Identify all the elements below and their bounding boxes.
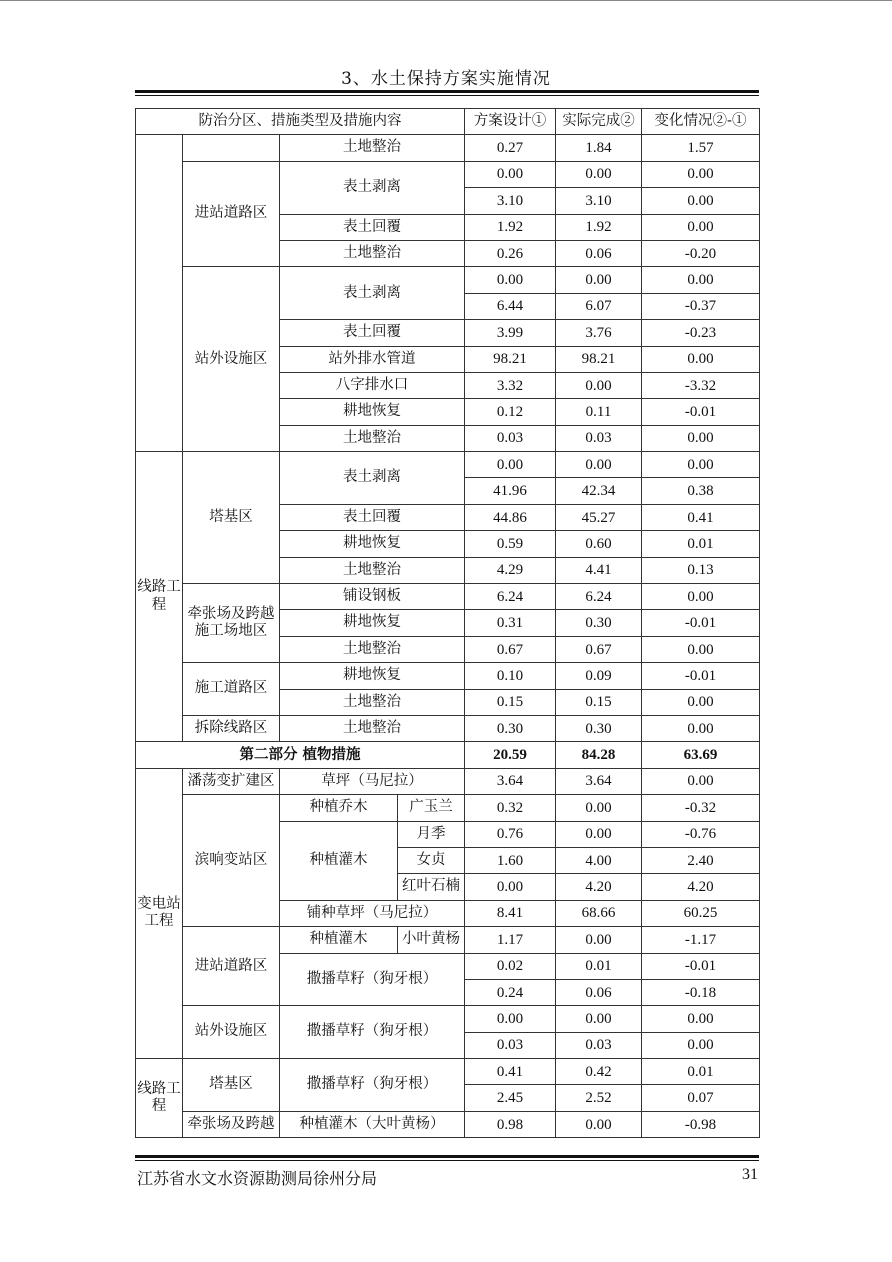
value-actual: 0.06 — [556, 979, 642, 1005]
section-total-change: 63.69 — [642, 742, 760, 768]
value-actual: 6.24 — [556, 584, 642, 610]
value-design: 3.32 — [465, 372, 556, 398]
value-change: -0.01 — [642, 610, 760, 636]
value-design: 1.17 — [465, 927, 556, 953]
region-cell: 线路工程 — [136, 1059, 183, 1138]
value-actual: 3.76 — [556, 320, 642, 346]
table-row — [136, 927, 760, 953]
value-actual: 4.00 — [556, 847, 642, 873]
section-total-design: 20.59 — [465, 742, 556, 768]
value-change: 0.38 — [642, 478, 760, 504]
region-cell: 线路工程 — [136, 452, 183, 742]
measure-cell: 站外排水管道 — [280, 346, 465, 372]
value-design: 0.27 — [465, 135, 556, 161]
section-row — [136, 742, 760, 768]
measure-cell: 撒播草籽（狗牙根） — [280, 1059, 465, 1112]
footer-rule-thin — [135, 1160, 759, 1161]
column-header-design: 方案设计① — [465, 109, 556, 135]
table-row — [136, 715, 760, 741]
table-row — [136, 161, 760, 187]
measure-cell: 表土剥离 — [280, 161, 465, 214]
value-design: 3.64 — [465, 768, 556, 794]
value-actual: 0.00 — [556, 927, 642, 953]
zone-cell: 进站道路区 — [183, 927, 280, 1006]
zone-cell: 牵张场及跨越施工场地区 — [183, 584, 280, 663]
value-change: 0.00 — [642, 161, 760, 187]
measure-cell: 耕地恢复 — [280, 610, 465, 636]
measure-cell: 耕地恢复 — [280, 531, 465, 557]
value-actual: 0.15 — [556, 689, 642, 715]
measure-cell: 表土回覆 — [280, 214, 465, 240]
value-change: -0.32 — [642, 795, 760, 821]
value-change: -0.76 — [642, 821, 760, 847]
species-cell: 小叶黄杨 — [398, 927, 465, 953]
value-actual: 4.20 — [556, 874, 642, 900]
value-change: 60.25 — [642, 900, 760, 926]
value-change: 0.41 — [642, 504, 760, 530]
value-change: 0.13 — [642, 557, 760, 583]
column-header-content: 防治分区、措施类型及措施内容 — [136, 109, 465, 135]
measure-cell: 撒播草籽（狗牙根） — [280, 953, 465, 1006]
value-change: 0.01 — [642, 1059, 760, 1085]
measure-cell: 八字排水口 — [280, 372, 465, 398]
table-row — [136, 135, 760, 161]
value-design: 0.12 — [465, 399, 556, 425]
value-actual: 0.00 — [556, 1111, 642, 1137]
table-row — [136, 768, 760, 794]
value-actual: 0.06 — [556, 240, 642, 266]
table-row — [136, 1059, 760, 1085]
value-design: 0.00 — [465, 452, 556, 478]
value-design: 0.31 — [465, 610, 556, 636]
value-change: 0.00 — [642, 346, 760, 372]
section-title: 第二部分 植物措施 — [136, 742, 465, 768]
measure-cell: 种植乔木 — [280, 795, 398, 821]
measure-cell: 种植灌木 — [280, 927, 398, 953]
section-total-actual: 84.28 — [556, 742, 642, 768]
value-design: 0.26 — [465, 240, 556, 266]
value-design: 0.59 — [465, 531, 556, 557]
value-design: 0.03 — [465, 425, 556, 451]
value-actual: 0.30 — [556, 715, 642, 741]
table-row — [136, 1111, 760, 1137]
value-design: 44.86 — [465, 504, 556, 530]
zone-cell: 站外设施区 — [183, 267, 280, 452]
zone-cell: 滨响变站区 — [183, 795, 280, 927]
zone-cell: 进站道路区 — [183, 161, 280, 267]
value-design: 0.67 — [465, 636, 556, 662]
value-design: 1.92 — [465, 214, 556, 240]
measure-cell: 土地整治 — [280, 240, 465, 266]
value-change: 0.00 — [642, 425, 760, 451]
species-cell: 月季 — [398, 821, 465, 847]
region-cell-blank — [136, 135, 183, 452]
value-change: -0.01 — [642, 663, 760, 689]
value-change: 0.07 — [642, 1085, 760, 1111]
value-change: 0.00 — [642, 689, 760, 715]
measure-cell: 土地整治 — [280, 689, 465, 715]
value-actual: 4.41 — [556, 557, 642, 583]
header-rule-thick — [135, 90, 759, 93]
page-top-border — [0, 0, 892, 1]
column-header-change: 变化情况②-① — [642, 109, 760, 135]
value-actual: 42.34 — [556, 478, 642, 504]
table-row — [136, 584, 760, 610]
value-actual: 0.09 — [556, 663, 642, 689]
value-design: 0.41 — [465, 1059, 556, 1085]
footer-organization: 江苏省水文水资源勘测局徐州分局 — [137, 1169, 378, 1188]
value-design: 2.45 — [465, 1085, 556, 1111]
value-actual: 0.01 — [556, 953, 642, 979]
value-actual: 6.07 — [556, 293, 642, 319]
value-design: 0.00 — [465, 874, 556, 900]
table-row — [136, 795, 760, 821]
value-design: 0.03 — [465, 1032, 556, 1058]
value-change: 0.00 — [642, 715, 760, 741]
measure-cell: 土地整治 — [280, 715, 465, 741]
measure-cell: 土地整治 — [280, 557, 465, 583]
value-actual: 3.64 — [556, 768, 642, 794]
table-row — [136, 452, 760, 478]
value-change: 0.00 — [642, 1032, 760, 1058]
footer-rule-thick — [135, 1155, 759, 1158]
value-actual: 0.00 — [556, 161, 642, 187]
value-change: -1.17 — [642, 927, 760, 953]
value-actual: 0.60 — [556, 531, 642, 557]
value-change: 2.40 — [642, 847, 760, 873]
species-cell: 红叶石楠 — [398, 874, 465, 900]
zone-cell: 塔基区 — [183, 1059, 280, 1112]
zone-cell-blank — [183, 135, 280, 161]
value-change: 0.01 — [642, 531, 760, 557]
value-design: 0.10 — [465, 663, 556, 689]
zone-cell: 站外设施区 — [183, 1006, 280, 1059]
value-actual: 0.30 — [556, 610, 642, 636]
zone-cell: 塔基区 — [183, 452, 280, 584]
value-change: -0.01 — [642, 953, 760, 979]
value-change: 0.00 — [642, 584, 760, 610]
value-design: 3.10 — [465, 188, 556, 214]
value-actual: 0.00 — [556, 372, 642, 398]
value-design: 0.98 — [465, 1111, 556, 1137]
measure-cell: 铺种草坪（马尼拉） — [280, 900, 465, 926]
value-actual: 0.00 — [556, 267, 642, 293]
value-actual: 2.52 — [556, 1085, 642, 1111]
value-actual: 0.42 — [556, 1059, 642, 1085]
measure-cell: 铺设钢板 — [280, 584, 465, 610]
measure-cell: 土地整治 — [280, 135, 465, 161]
value-design: 0.76 — [465, 821, 556, 847]
measure-cell: 耕地恢复 — [280, 663, 465, 689]
value-change: -0.37 — [642, 293, 760, 319]
value-change: 0.00 — [642, 214, 760, 240]
zone-cell: 拆除线路区 — [183, 715, 280, 741]
measure-cell: 土地整治 — [280, 425, 465, 451]
value-design: 3.99 — [465, 320, 556, 346]
value-change: -0.98 — [642, 1111, 760, 1137]
column-header-actual: 实际完成② — [556, 109, 642, 135]
value-actual: 0.67 — [556, 636, 642, 662]
value-design: 0.32 — [465, 795, 556, 821]
value-design: 8.41 — [465, 900, 556, 926]
value-design: 6.44 — [465, 293, 556, 319]
value-change: 0.00 — [642, 267, 760, 293]
value-design: 0.15 — [465, 689, 556, 715]
value-actual: 3.10 — [556, 188, 642, 214]
table-row — [136, 267, 760, 293]
value-change: 0.00 — [642, 1006, 760, 1032]
measure-cell: 表土回覆 — [280, 504, 465, 530]
value-design: 0.24 — [465, 979, 556, 1005]
value-change: 0.00 — [642, 452, 760, 478]
value-actual: 45.27 — [556, 504, 642, 530]
table-row — [136, 1006, 760, 1032]
page-header-title: 3、水土保持方案实施情况 — [341, 69, 551, 89]
value-actual: 0.11 — [556, 399, 642, 425]
measure-cell: 耕地恢复 — [280, 399, 465, 425]
region-cell: 变电站工程 — [136, 768, 183, 1058]
table-row — [136, 663, 760, 689]
value-change: 4.20 — [642, 874, 760, 900]
value-design: 0.00 — [465, 1006, 556, 1032]
value-design: 41.96 — [465, 478, 556, 504]
value-change: -0.01 — [642, 399, 760, 425]
value-actual: 0.00 — [556, 1006, 642, 1032]
zone-cell: 潘荡变扩建区 — [183, 768, 280, 794]
header-rule-thin — [135, 95, 759, 96]
value-change: 0.00 — [642, 188, 760, 214]
value-design: 98.21 — [465, 346, 556, 372]
measure-cell: 种植灌木 — [280, 821, 398, 900]
zone-cell: 牵张场及跨越 — [183, 1111, 280, 1137]
value-actual: 0.00 — [556, 795, 642, 821]
value-change: -0.23 — [642, 320, 760, 346]
value-actual: 0.03 — [556, 425, 642, 451]
value-actual: 0.03 — [556, 1032, 642, 1058]
value-design: 0.02 — [465, 953, 556, 979]
value-actual: 0.00 — [556, 821, 642, 847]
value-actual: 0.00 — [556, 452, 642, 478]
table-header-row — [136, 109, 760, 135]
value-design: 0.00 — [465, 267, 556, 293]
value-change: -3.32 — [642, 372, 760, 398]
value-actual: 1.84 — [556, 135, 642, 161]
value-change: -0.20 — [642, 240, 760, 266]
value-design: 1.60 — [465, 847, 556, 873]
measure-cell: 种植灌木（大叶黄杨） — [280, 1111, 465, 1137]
value-design: 4.29 — [465, 557, 556, 583]
measure-cell: 表土回覆 — [280, 320, 465, 346]
value-change: -0.18 — [642, 979, 760, 1005]
measure-cell: 表土剥离 — [280, 267, 465, 320]
value-actual: 98.21 — [556, 346, 642, 372]
measure-cell: 草坪（马尼拉） — [280, 768, 465, 794]
measure-cell: 表土剥离 — [280, 452, 465, 505]
species-cell: 女贞 — [398, 847, 465, 873]
value-design: 6.24 — [465, 584, 556, 610]
species-cell: 广玉兰 — [398, 795, 465, 821]
value-change: 0.00 — [642, 768, 760, 794]
value-design: 0.00 — [465, 161, 556, 187]
measures-table — [135, 108, 760, 1138]
value-actual: 1.92 — [556, 214, 642, 240]
measure-cell: 土地整治 — [280, 636, 465, 662]
page-number: 31 — [742, 1166, 758, 1183]
value-actual: 68.66 — [556, 900, 642, 926]
zone-cell: 施工道路区 — [183, 663, 280, 716]
value-change: 0.00 — [642, 636, 760, 662]
value-change: 1.57 — [642, 135, 760, 161]
value-design: 0.30 — [465, 715, 556, 741]
measure-cell: 撒播草籽（狗牙根） — [280, 1006, 465, 1059]
